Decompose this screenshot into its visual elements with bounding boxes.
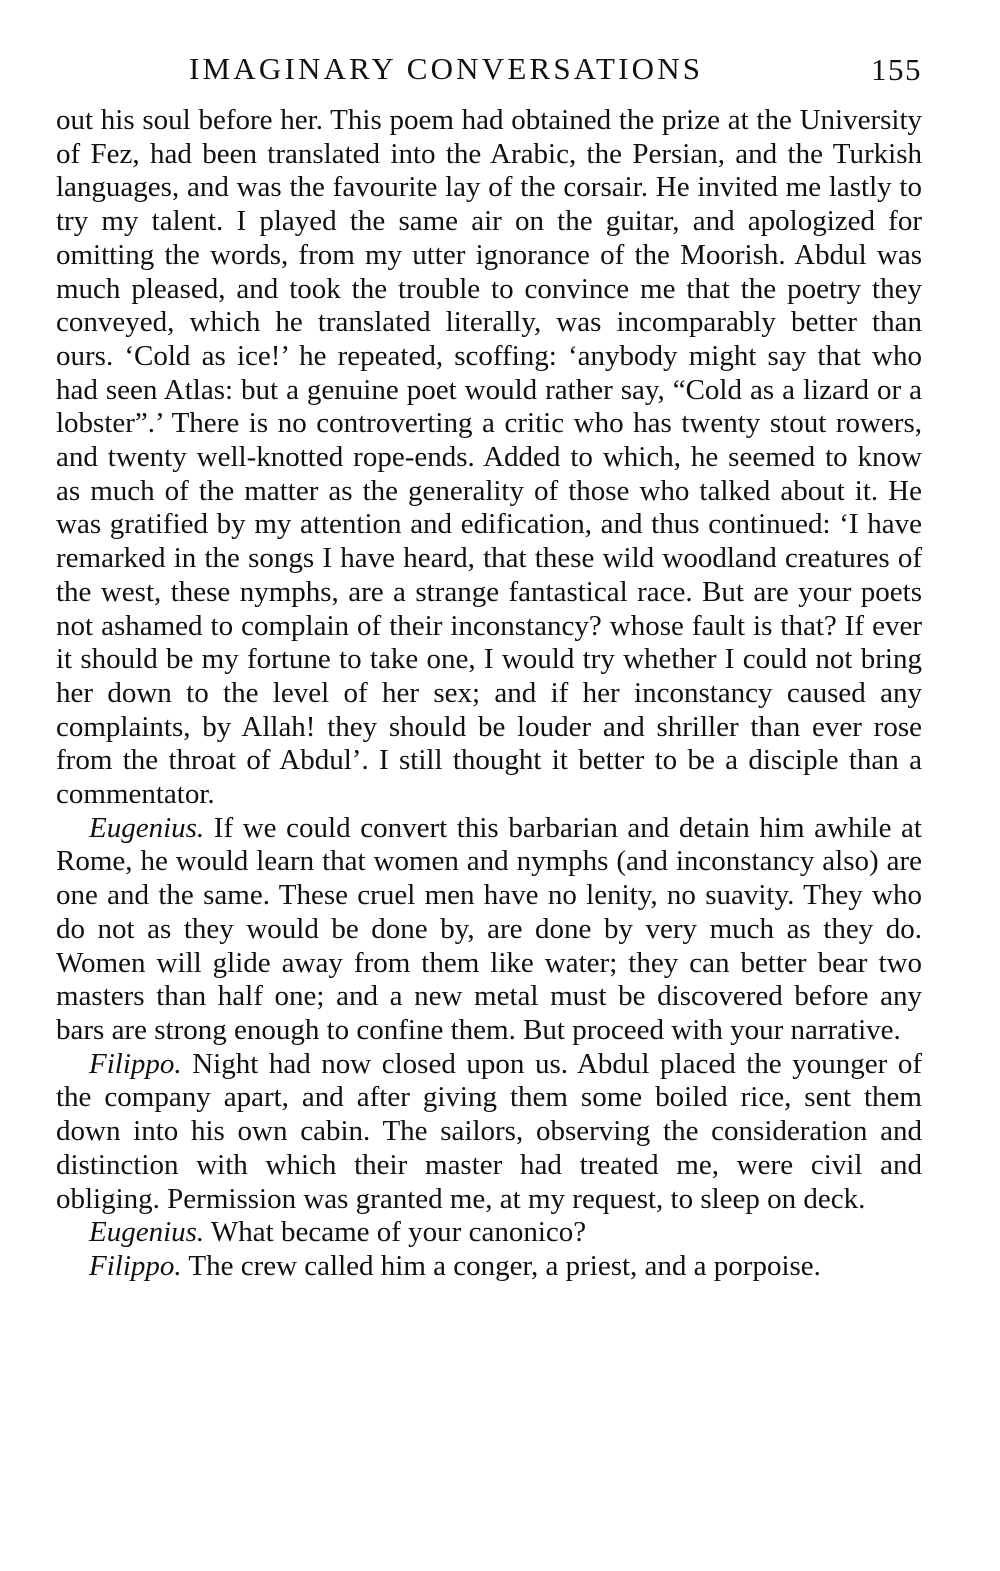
paragraph-continuation: [56, 104, 922, 812]
paragraph-text: The crew called him a conger, a priest, and a porpoise.: [181, 1249, 821, 1282]
paragraph-text: Night had now closed upon us. Abdul placed the younger of the company apart, and after giving them some boiled rice, sent them down into his own cabin. The sailors, observing the consideration and distinction with which their master had treated me, were civil and obliging. Permission was granted me, at my request, to sleep on deck.: [56, 1047, 922, 1215]
running-title: IMAGINARY CONVERSATIONS: [189, 51, 704, 86]
speaker-name: Filippo.: [89, 1249, 182, 1282]
paragraph-filippo: [56, 1250, 922, 1284]
speaker-name: Filippo.: [89, 1047, 182, 1080]
running-head: [56, 0, 922, 104]
body-text: [56, 104, 922, 1284]
speaker-name: Eugenius.: [89, 811, 205, 844]
speaker-name: Eugenius.: [89, 1216, 205, 1249]
paragraph-eugenius: [56, 1216, 922, 1250]
page-number: 155: [871, 52, 922, 87]
paragraph-text: out his soul before her. This poem had obtained the prize at the University of Fez, had been translated into the Arabic, the Persian, and the Turkish languages, and was the favourite lay of the corsair. He invited me lastly to try my talent. I played the same air on the guitar, and apologized for omitting the words, from my utter ignorance of the Moorish. Abdul was much pleased, and took the trouble to convince me that the poetry they conveyed, which he translated literally, was incomparably better than ours. ‘Cold as ice!’ he repeated, scoffing: ‘anybody might say that who had seen Atlas: but a genuine poet would rather say, “Cold as a lizard or a lobster”.’ There is no controverting a critic who has twenty stout rowers, and twenty well-knotted rope-ends. Added to which, he seemed to know as much of the matter as the generality of those who talked about it. He was gratified by my attention and edification, and thus continued: ‘I have remarked in the songs I have heard, that these wild woodland creatures of the west, these nymphs, are a strange fantastical race. But are your poets not ashamed to complain of their inconstancy? whose fault is that? If ever it should be my fortune to take one, I would try whether I could not bring her down to the level of her sex; and if her inconstancy caused any complaints, by Allah! they should be louder and shriller than ever rose from the throat of Abdul’. I still thought it better to be a disciple than a commentator.: [56, 104, 922, 811]
paragraph-eugenius: [56, 812, 922, 1048]
book-page: [56, 0, 922, 1284]
paragraph-text: If we could convert this barbarian and detain him awhile at Rome, he would learn that women and nymphs (and inconstancy also) are one and the same. These cruel men have no lenity, no suavity. They who do not as they would be done by, are done by very much as they do. Women will glide away from them like water; they can better bear two masters than half one; and a new metal must be discovered before any bars are strong enough to confine them. But proceed with your narrative.: [56, 811, 922, 1046]
paragraph-text: What became of your canonico?: [204, 1216, 587, 1249]
paragraph-filippo: [56, 1048, 922, 1217]
